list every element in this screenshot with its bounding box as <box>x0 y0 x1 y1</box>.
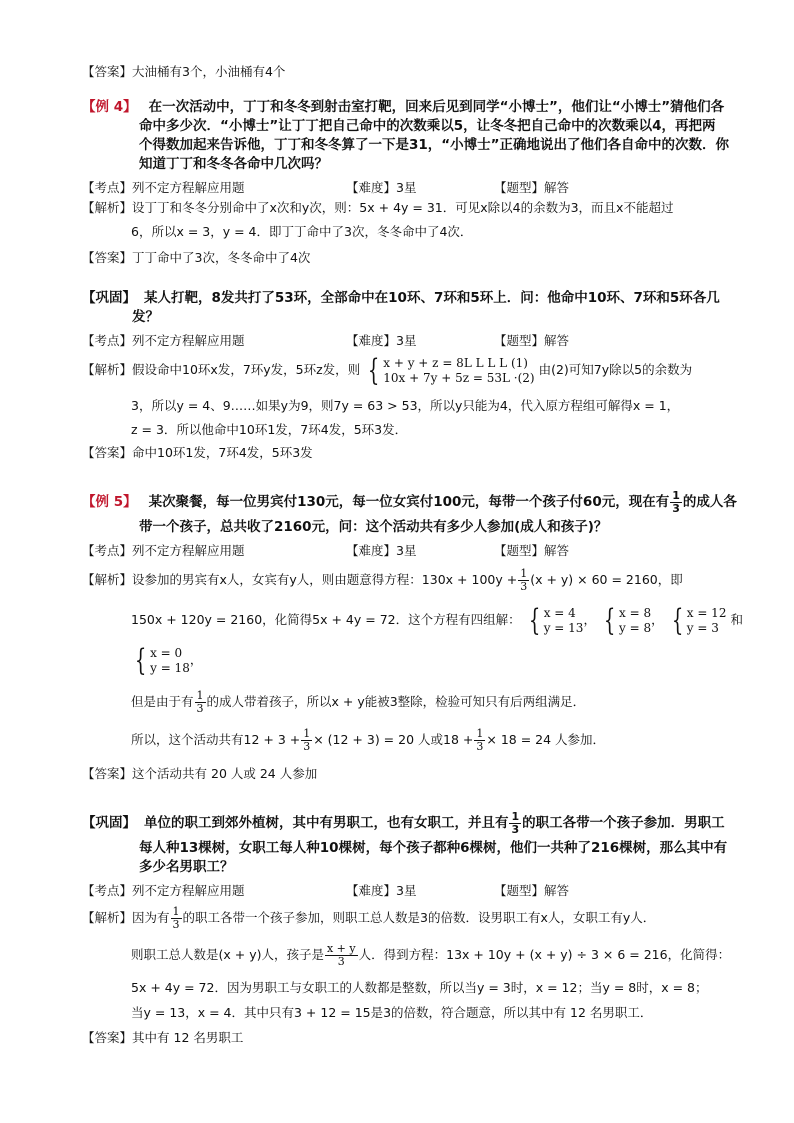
analysis-label: 【解析】 <box>82 572 133 587</box>
equation-rows <box>383 356 534 386</box>
example-4-question-line-2: 命中多少次．“小博士”让丁丁把自己命中的次数乘以5，让冬冬把自己命中的次数乘以4，再把两 <box>139 118 716 134</box>
analysis-text: 设参加的男宾有x人，女宾有y人，则由题意得方程：130x + 100y + <box>132 572 518 587</box>
analysis-text-cont: 由(2)可知7y除以5的余数为 <box>538 362 693 377</box>
point-label: 【考点】 <box>82 543 133 558</box>
example-5-question-line-2: 带一个孩子，总共收了2160元，问：这个活动共有多少人参加(成人和孩子)？ <box>139 519 608 535</box>
type-label: 【题型】 <box>494 333 545 348</box>
point-label: 【考点】 <box>82 883 133 898</box>
difficulty-label: 【难度】 <box>346 543 397 558</box>
brace-icon: { <box>134 642 147 678</box>
fraction-numerator: 1 <box>172 905 180 918</box>
type-label: 【题型】 <box>494 180 545 195</box>
analysis-text: 设丁丁和冬冬分别命中了x次和y次，则：5x + 4y = 31．可见x除以4的余数为3，而且x不能超过 <box>132 200 674 215</box>
answer-text: 命中10环1发，7环4发，5环3发 <box>132 445 313 460</box>
consolidate-2-question-line-2: 每人种13棵树，女职工每人种10棵树，每个孩子都种6棵树，他们一共种了216棵树，那么其中有 <box>139 840 728 856</box>
consolidate-2-analysis-line-1 <box>82 904 655 932</box>
fraction-denominator: 3 <box>520 580 528 593</box>
fraction-numerator: 1 <box>511 810 520 823</box>
equation-system <box>364 352 535 388</box>
fraction-numerator: 1 <box>476 727 484 740</box>
example-5-analysis-line-1 <box>82 565 683 595</box>
consolidate-1-meta-difficulty <box>346 331 416 349</box>
fraction-one-third <box>301 728 312 753</box>
consolidate-2-question-line-3: 多少名男职工？ <box>139 859 234 875</box>
example-4-label: 【例 4】 <box>82 99 137 115</box>
analysis-text: 所以，这个活动共有12 + 3 + <box>131 732 301 747</box>
type-value: 解答 <box>544 333 570 348</box>
example-5-question-text-cont: 的成人各 <box>682 494 737 510</box>
consolidate-1-answer-line <box>82 445 313 461</box>
example-5-analysis-line-2 <box>131 602 743 638</box>
consolidate-2-label: 【巩固】 <box>82 815 136 831</box>
consolidate-1-question-text: 某人打靶，8发共打了53环，全部命中在10环、7环和5环上．问：他命中10环、7环和5环各几 <box>143 290 720 306</box>
example-4-meta-type <box>494 178 569 196</box>
analysis-text: 则职工总人数是(x + y)人，孩子是 <box>131 947 324 962</box>
example-4-analysis-line-1 <box>82 200 673 216</box>
example-5-meta-point <box>82 541 245 559</box>
fraction-one-third <box>670 490 682 515</box>
brace-icon: { <box>603 602 616 638</box>
solution-1 <box>525 602 584 638</box>
example-4-question-line-1 <box>82 99 724 115</box>
analysis-text-cont: (x + y) × 60 = 2160，即 <box>530 572 683 587</box>
fraction-numerator: 1 <box>303 727 311 740</box>
answer-label: 【答案】 <box>82 766 133 781</box>
consolidate-2-question-text: 单位的职工到郊外植树，其中有男职工，也有女职工，并且有 <box>143 815 509 831</box>
answer-text: 大油桶有3个，小油桶有4个 <box>132 64 286 79</box>
fraction-one-third <box>195 690 206 715</box>
fraction-denominator: 3 <box>476 740 484 753</box>
difficulty-value: 3星 <box>396 883 417 898</box>
point-value: 列不定方程解应用题 <box>132 543 245 558</box>
type-value: 解答 <box>544 883 570 898</box>
consolidate-2-meta-type <box>494 881 569 899</box>
fraction-denominator: 3 <box>172 918 180 931</box>
analysis-text: 因为有 <box>132 910 170 925</box>
equation-1: x + y + z = 8L L L L (1) <box>383 355 528 370</box>
solution-4-x: x = 0 <box>150 645 183 660</box>
answer-label: 【答案】 <box>82 445 133 460</box>
consolidate-1-meta-type <box>494 331 569 349</box>
type-label: 【题型】 <box>494 543 545 558</box>
fraction-x-plus-y-over-3 <box>325 943 358 968</box>
analysis-text-cont: 的成人带着孩子，所以x + y能被3整除，检验可知只有后两组满足． <box>206 694 586 709</box>
fraction-denominator: 3 <box>511 823 520 836</box>
point-value: 列不定方程解应用题 <box>132 883 245 898</box>
analysis-label: 【解析】 <box>82 200 133 215</box>
type-label: 【题型】 <box>494 883 545 898</box>
fraction-one-third <box>171 906 182 931</box>
fraction-denominator: 3 <box>672 502 680 515</box>
example-5-analysis-line-5 <box>131 726 605 754</box>
difficulty-value: 3星 <box>396 180 417 195</box>
answer-text: 其中有 12 名男职工 <box>132 1030 244 1045</box>
solution-1-y: y = 13 <box>543 620 584 635</box>
analysis-text-cont: 的职工各带一个孩子参加，则职工总人数是3的倍数．设男职工有x人，女职工有y人． <box>182 910 656 925</box>
answer-label: 【答案】 <box>82 1030 133 1045</box>
example-5-analysis-line-3 <box>131 642 202 678</box>
solution-3-x: x = 12 <box>686 605 727 620</box>
difficulty-label: 【难度】 <box>346 883 397 898</box>
solution-2-y: y = 8 <box>619 620 652 635</box>
example-5-analysis-line-4 <box>131 688 585 716</box>
type-value: 解答 <box>544 543 570 558</box>
type-value: 解答 <box>544 180 570 195</box>
fraction-denominator: 3 <box>196 702 204 715</box>
example-4-question-line-3: 个得数加起来告诉他，丁丁和冬冬算了一下是31，“小博士”正确地说出了他们各自命中的次数．你 <box>139 137 730 153</box>
example-4-meta-point <box>82 178 245 196</box>
example-4-answer-line <box>82 250 310 266</box>
analysis-label: 【解析】 <box>82 910 133 925</box>
answer-text: 这个活动共有 20 人或 24 人参加 <box>132 766 318 781</box>
consolidate-1-question-line-2: 发？ <box>132 309 159 325</box>
example-5-question-text: 某次聚餐，每一位男宾付130元，每一位女宾付100元，每带一个孩子付60元，现在有 <box>148 494 670 510</box>
fraction-one-third <box>509 811 521 836</box>
fraction-numerator: 1 <box>672 489 680 502</box>
solution-4-y: y = 18 <box>150 660 190 675</box>
difficulty-value: 3星 <box>396 333 417 348</box>
solution-3 <box>668 602 727 638</box>
consolidate-1-analysis-line-1 <box>82 352 692 388</box>
solution-2 <box>600 602 652 638</box>
analysis-text-cont: 人．得到方程：13x + 10y + (x + y) ÷ 3 × 6 = 216，化简得： <box>358 947 731 962</box>
fraction-denominator: 3 <box>303 740 311 753</box>
example-4-question-line-4: 知道丁丁和冬冬各命中几次吗？ <box>139 156 328 172</box>
consolidate-1-meta-point <box>82 331 245 349</box>
solution-4 <box>131 642 190 678</box>
example-4-analysis-line-2: 6，所以x = 3，y = 4．即丁丁命中了3次，冬冬命中了4次． <box>131 224 473 239</box>
consolidate-1-analysis-line-2: 3，所以y = 4、9……如果y为9，则7y = 63 > 53，所以y只能为4，代入原方程组可解得x = 1， <box>131 398 680 413</box>
consolidate-2-analysis-line-2 <box>131 941 730 969</box>
analysis-text-mid: × (12 + 3) = 20 人或18 + <box>313 732 474 747</box>
analysis-text: 但是由于有 <box>131 694 194 709</box>
difficulty-label: 【难度】 <box>346 180 397 195</box>
comma: ， <box>583 612 596 627</box>
consolidate-1-label: 【巩固】 <box>82 290 136 306</box>
example-5-meta-difficulty <box>346 541 416 559</box>
example-5-question-line-1 <box>82 489 737 515</box>
fraction-numerator: 1 <box>196 689 204 702</box>
point-label: 【考点】 <box>82 180 133 195</box>
fraction-numerator: 1 <box>520 567 528 580</box>
fraction-numerator: x + y <box>326 942 356 955</box>
consolidate-2-question-text-cont: 的职工各带一个孩子参加．男职工 <box>522 815 725 831</box>
consolidate-2-meta-point <box>82 881 245 899</box>
example-5-answer-line <box>82 766 317 782</box>
fraction-one-third <box>518 568 529 593</box>
fraction-denominator: 3 <box>337 955 345 968</box>
brace-icon: { <box>367 352 380 388</box>
answer-label: 【答案】 <box>82 64 133 79</box>
comma: ， <box>189 652 203 667</box>
consolidate-2-question-line-1 <box>82 810 725 836</box>
brace-icon: { <box>528 602 540 638</box>
consolidate-2-analysis-line-3: 5x + 4y = 72．因为男职工与女职工的人数都是整数，所以当y = 3时，x = 12；当y = 8时，x = 8； <box>131 980 708 995</box>
fraction-one-third <box>474 728 485 753</box>
point-value: 列不定方程解应用题 <box>132 180 245 195</box>
example-4-question-text: 在一次活动中，丁丁和冬冬到射击室打靶，回来后见到同学“小博士”，他们让“小博士”猜他们各 <box>148 99 725 115</box>
consolidate-1-question-line-1 <box>82 290 720 306</box>
brace-icon: { <box>671 602 683 638</box>
comma: ， <box>651 612 664 627</box>
example-4-meta-difficulty <box>346 178 416 196</box>
difficulty-value: 3星 <box>396 543 417 558</box>
and-word: 和 <box>730 612 743 627</box>
analysis-label: 【解析】 <box>82 362 133 377</box>
solution-3-y: y = 3 <box>686 620 719 635</box>
equation-2: 10x + 7y + 5z = 53L ·(2) <box>383 370 535 385</box>
answer-label: 【答案】 <box>82 250 133 265</box>
consolidate-1-analysis-line-3: z = 3．所以他命中10环1发，7环4发，5环3发． <box>131 422 408 437</box>
consolidate-2-meta-difficulty <box>346 881 416 899</box>
analysis-text-end: × 18 = 24 人参加． <box>486 732 606 747</box>
point-label: 【考点】 <box>82 333 133 348</box>
consolidate-2-answer-line <box>82 1030 243 1046</box>
difficulty-label: 【难度】 <box>346 333 397 348</box>
solution-1-x: x = 4 <box>543 605 576 620</box>
example-5-label: 【例 5】 <box>82 494 137 510</box>
answer-text: 丁丁命中了3次，冬冬命中了4次 <box>132 250 311 265</box>
analysis-text: 150x + 120y = 2160，化简得5x + 4y = 72．这个方程有四组解： <box>131 612 521 627</box>
analysis-text: 假设命中10环x发，7环y发，5环z发，则 <box>132 362 361 377</box>
solution-2-x: x = 8 <box>619 605 652 620</box>
answer-line-oil <box>82 64 285 80</box>
point-value: 列不定方程解应用题 <box>132 333 245 348</box>
example-5-meta-type <box>494 541 569 559</box>
consolidate-2-analysis-line-4: 当y = 13，x = 4．其中只有3 + 12 = 15是3的倍数，符合题意，所以其中有 12 名男职工． <box>131 1005 653 1020</box>
